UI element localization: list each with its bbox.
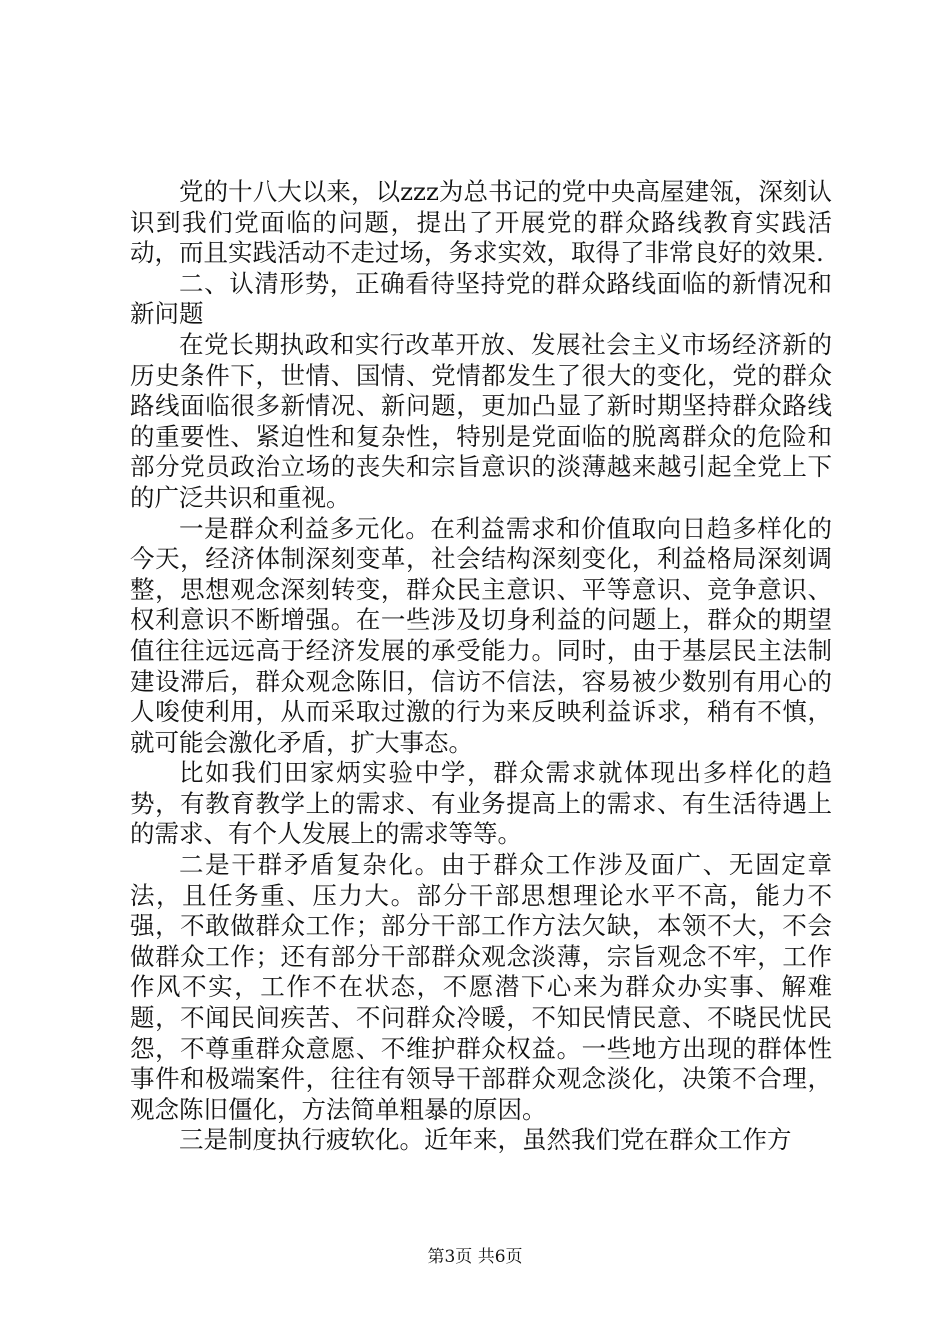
section-heading: 二、认清形势，正确看待坚持党的群众路线面临的新情况和新问题 <box>130 268 832 329</box>
paragraph-situation: 在党长期执政和实行改革开放、发展社会主义市场经济新的历史条件下，世情、国情、党情都发生了很大的变化，党的群众路线面临很多新情况、新问题，更加凸显了新时期坚持群众路线的重要性、紧迫性和复杂性，特别是党面临的脱离群众的危险和部分党员政治立场的丧失和宗旨意识的淡薄越来越引起全党上下的广泛共识和重视。 <box>130 329 832 512</box>
paragraph-point-two: 二是干群矛盾复杂化。由于群众工作涉及面广、无固定章法，且任务重、压力大。部分干部思想理论水平不高，能力不强，不敢做群众工作；部分干部工作方法欠缺，本领不大，不会做群众工作；还有部分干部群众观念淡薄，宗旨观念不牢，工作作风不实，工作不在状态，不愿潜下心来为群众办实事、解难题，不闻民间疾苦、不问群众冷暖，不知民情民意、不晓民忧民怨，不尊重群众意愿、不维护群众权益。一些地方出现的群体性事件和极端案件，往往有领导干部群众观念淡化，决策不合理，观念陈旧僵化，方法简单粗暴的原因。 <box>130 850 832 1124</box>
paragraph-point-three: 三是制度执行疲软化。近年来，虽然我们党在群众工作方 <box>179 1125 792 1155</box>
paragraph-point-one: 一是群众利益多元化。在利益需求和价值取向日趋多样化的今天，经济体制深刻变革，社会结构深刻变化，利益格局深刻调整，思想观念深刻转变，群众民主意识、平等意识、竞争意识、权利意识不断增强。在一些涉及切身利益的问题上，群众的期望值往往远远高于经济发展的承受能力。同时，由于基层民主法制建设滞后，群众观念陈旧，信访不信法，容易被少数别有用心的人唆使利用，从而采取过激的行为来反映利益诉求，稍有不慎，就可能会激化矛盾，扩大事态。 <box>130 513 832 757</box>
document-body <box>130 177 832 1156</box>
page-number-footer: 第3页 共6页 <box>427 1247 523 1267</box>
paragraph-example: 比如我们田家炳实验中学，群众需求就体现出多样化的趋势，有教育教学上的需求、有业务提高上的需求、有生活待遇上的需求、有个人发展上的需求等等。 <box>130 758 832 849</box>
paragraph-intro: 党的十八大以来，以zzz为总书记的党中央高屋建瓴，深刻认识到我们党面临的问题，提出了开展党的群众路线教育实践活动，而且实践活动不走过场，务求实效，取得了非常良好的效果. <box>130 177 832 268</box>
